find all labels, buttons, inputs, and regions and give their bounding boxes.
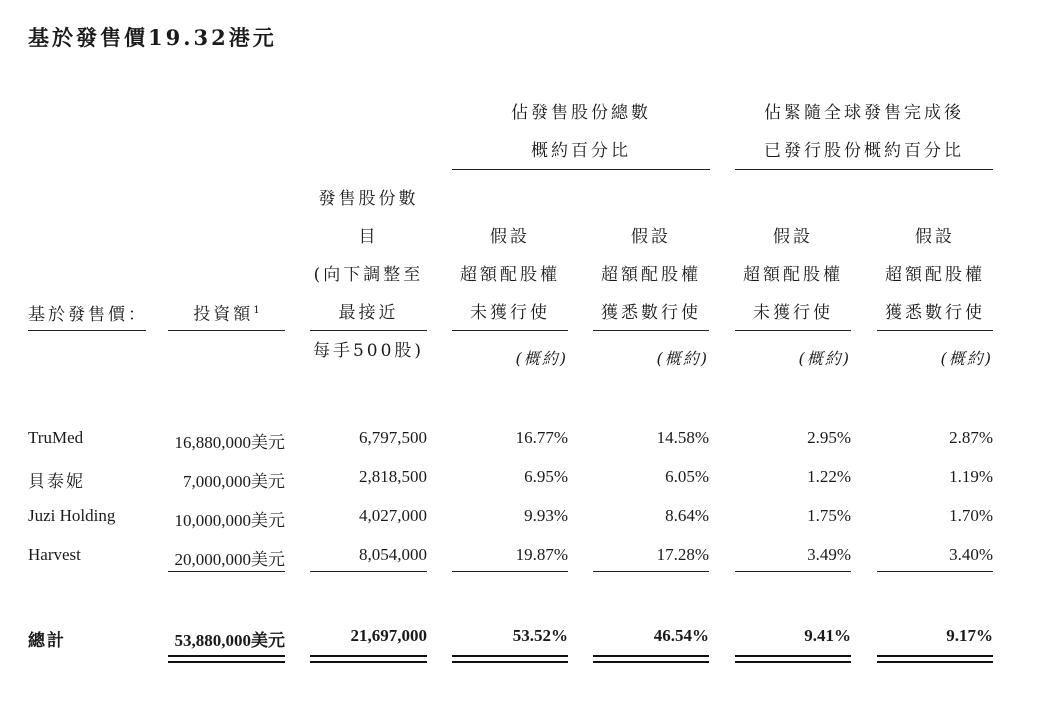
approx-label: (概約)	[940, 349, 993, 368]
pct-cell: 6.05%	[665, 467, 709, 486]
subtotal-rule	[452, 571, 568, 572]
total-pct: 53.52%	[512, 626, 568, 645]
investment-header-label: 投資額	[193, 304, 254, 325]
pct-cell: 6.95%	[524, 467, 568, 486]
scenario-header-fully-exercised	[877, 218, 993, 332]
investment-cell: 7,000,000美元	[183, 472, 285, 491]
scenario-line: 假設	[915, 227, 955, 247]
investment-cell: 16,880,000美元	[174, 433, 285, 452]
scenario-line: 超額配股權	[601, 265, 701, 285]
pct-cell: 17.28%	[656, 545, 709, 564]
investor-name: Juzi Holding	[28, 506, 116, 525]
investment-cell: 10,000,000美元	[174, 511, 285, 530]
pct-cell: 1.75%	[807, 506, 851, 525]
page-title: 基於發售價19.32港元	[28, 25, 277, 50]
group-divider	[452, 169, 710, 170]
investor-name: 貝泰妮	[28, 472, 85, 492]
shares-header-line: 每手500股)	[312, 341, 425, 361]
approx-label: (概約)	[656, 349, 709, 368]
scenario-line: 超額配股權	[460, 265, 560, 285]
shares-header-line: 最接近	[338, 303, 399, 323]
group-header-line1: 佔發售股份總數	[511, 103, 651, 123]
total-pct: 9.17%	[946, 626, 993, 645]
pct-cell: 1.70%	[949, 506, 993, 525]
approx-label: (概約)	[798, 349, 851, 368]
group-header-line1: 佔緊隨全球發售完成後	[764, 103, 964, 123]
pct-cell: 2.95%	[807, 428, 851, 447]
shares-cell: 4,027,000	[359, 506, 427, 525]
header-underline	[310, 330, 427, 331]
scenario-line: 假設	[490, 227, 530, 247]
total-shares: 21,697,000	[350, 626, 427, 645]
total-label: 總計	[28, 631, 66, 651]
investor-name: Harvest	[28, 545, 81, 564]
group-header-issued-shares	[735, 94, 993, 170]
pct-cell: 3.40%	[949, 545, 993, 564]
scenario-line: 假設	[631, 227, 671, 247]
pct-cell: 19.87%	[515, 545, 568, 564]
shares-header-line: (向下調整至	[313, 265, 424, 285]
pct-cell: 1.22%	[807, 467, 851, 486]
pct-cell: 9.93%	[524, 506, 568, 525]
pct-cell: 3.49%	[807, 545, 851, 564]
scenario-line: 超額配股權	[743, 265, 843, 285]
subtotal-rule	[310, 571, 427, 572]
scenario-line: 超額配股權	[885, 265, 985, 285]
header-underline	[593, 330, 709, 331]
shares-header-line: 發售股份數目	[318, 189, 419, 247]
shares-cell: 2,818,500	[359, 467, 427, 486]
shares-cell: 8,054,000	[359, 545, 427, 564]
header-underline	[877, 330, 993, 331]
double-rule	[310, 655, 427, 663]
scenario-line: 未獲行使	[753, 303, 833, 323]
scenario-header-not-exercised	[735, 218, 851, 332]
pct-cell: 16.77%	[515, 428, 568, 447]
investor-name: TruMed	[28, 428, 84, 447]
investment-cell: 20,000,000美元	[174, 550, 285, 569]
double-rule	[593, 655, 709, 663]
scenario-line: 假設	[773, 227, 813, 247]
footnote-marker: 1	[253, 305, 260, 316]
group-header-offer-shares	[452, 94, 710, 170]
shares-cell: 6,797,500	[359, 428, 427, 447]
pct-cell: 8.64%	[665, 506, 709, 525]
double-rule	[452, 655, 568, 663]
scenario-line: 未獲行使	[470, 303, 550, 323]
total-investment: 53,880,000美元	[174, 631, 285, 650]
header-underline	[452, 330, 568, 331]
pct-cell: 2.87%	[949, 428, 993, 447]
double-rule	[168, 655, 285, 663]
group-header-line2: 已發行股份概約百分比	[764, 141, 964, 161]
scenario-line: 獲悉數行使	[885, 303, 985, 323]
group-header-line2: 概約百分比	[531, 141, 631, 161]
subtotal-rule	[593, 571, 709, 572]
row-label-header: 基於發售價：	[28, 305, 148, 325]
investment-header	[168, 292, 285, 334]
double-rule	[735, 655, 851, 663]
subtotal-rule	[877, 571, 993, 572]
group-divider	[735, 169, 993, 170]
total-pct: 9.41%	[804, 626, 851, 645]
scenario-header-not-exercised	[452, 218, 568, 332]
subtotal-rule	[168, 571, 285, 572]
header-underline	[168, 330, 285, 331]
approx-label: (概約)	[515, 349, 568, 368]
header-underline	[735, 330, 851, 331]
double-rule	[877, 655, 993, 663]
scenario-line: 獲悉數行使	[601, 303, 701, 323]
total-pct: 46.54%	[653, 626, 709, 645]
scenario-header-fully-exercised	[593, 218, 709, 332]
pct-cell: 1.19%	[949, 467, 993, 486]
pct-cell: 14.58%	[656, 428, 709, 447]
header-underline	[28, 330, 146, 331]
shares-header	[310, 180, 427, 370]
subtotal-rule	[735, 571, 851, 572]
